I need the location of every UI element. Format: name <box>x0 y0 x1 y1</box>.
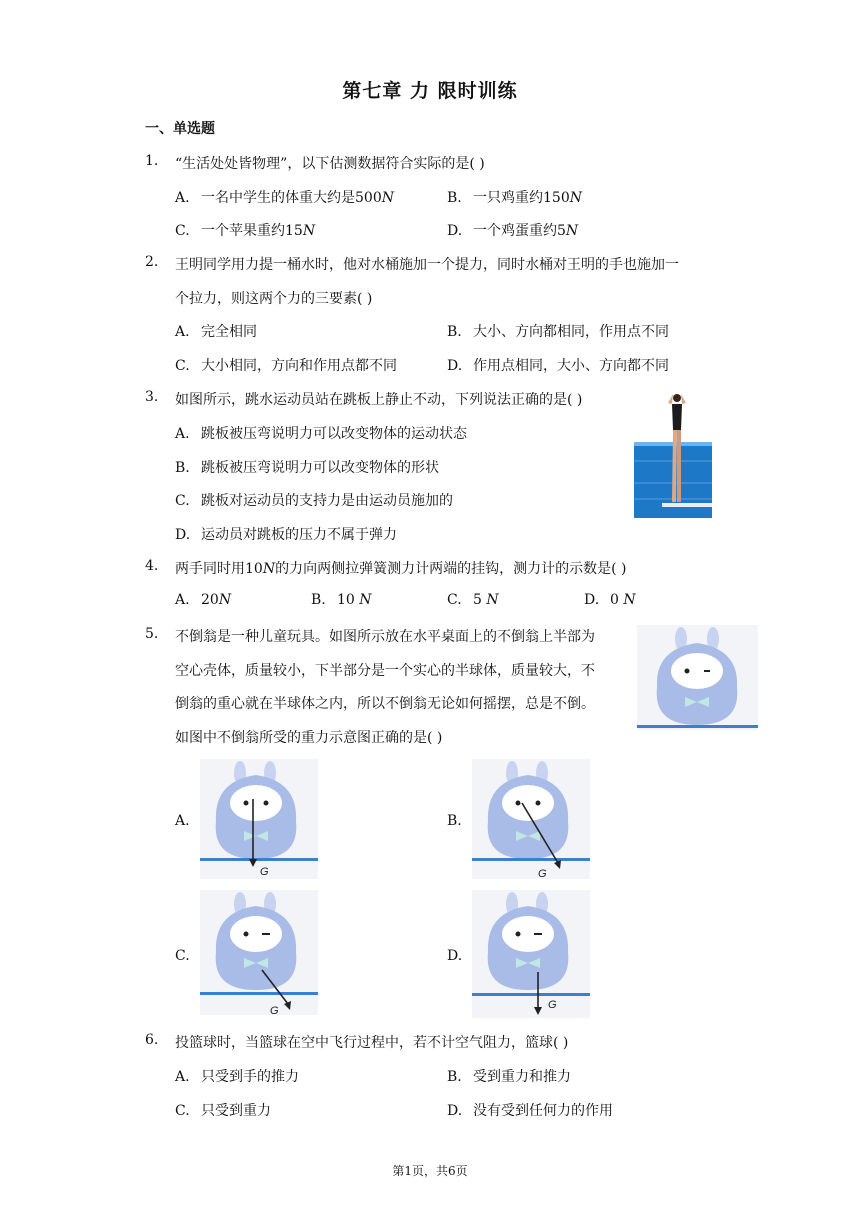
option-label: C. <box>175 493 190 509</box>
option-text: 完全相同 <box>201 324 257 340</box>
option-label: B. <box>447 1069 462 1085</box>
q5-option-c-figure <box>200 890 318 1015</box>
option-a-arrow-label: G <box>260 866 269 878</box>
option-label: C. <box>175 223 190 239</box>
question-5-text-line4: 如图中不倒翁所受的重力示意图正确的是( ) <box>175 730 443 746</box>
option-label: B. <box>447 324 462 340</box>
option-label: D. <box>584 592 600 608</box>
option-text: 跳板对运动员的支持力是由运动员施加的 <box>201 493 453 509</box>
q6-option-b[interactable] <box>447 1066 571 1086</box>
option-label: B. <box>447 813 462 829</box>
option-b-arrow-label: G <box>538 868 547 879</box>
question-2-number: 2. <box>145 254 159 270</box>
question-4-number: 4. <box>145 558 159 574</box>
q5-option-c[interactable] <box>175 948 190 964</box>
option-label: C. <box>175 948 190 964</box>
option-label: B. <box>175 460 190 476</box>
option-label: A. <box>175 592 190 608</box>
question-3-text: 如图所示，跳水运动员站在跳板上静止不动，下列说法正确的是( ) <box>175 392 583 408</box>
q2-option-c[interactable] <box>175 355 397 375</box>
option-text: 一名中学生的体重大约是500𝑁 <box>201 190 394 206</box>
question-6-number: 6. <box>145 1032 159 1048</box>
q3-option-c[interactable] <box>175 490 453 510</box>
option-text: 跳板被压弯说明力可以改变物体的运动状态 <box>201 426 467 442</box>
q2-option-d[interactable] <box>447 355 669 375</box>
question-1-number: 1. <box>145 153 159 169</box>
q4-option-c[interactable] <box>447 592 499 608</box>
q2-option-a[interactable] <box>175 321 257 341</box>
option-text: 跳板被压弯说明力可以改变物体的形状 <box>201 460 439 476</box>
q3-option-a[interactable] <box>175 423 467 443</box>
tumbler-image <box>637 625 758 730</box>
q2-option-b[interactable] <box>447 321 669 341</box>
q1-option-c[interactable] <box>175 220 315 240</box>
q5-option-d-figure <box>472 890 590 1018</box>
page-footer: 第1页，共6页 <box>392 1164 468 1178</box>
option-label: A. <box>175 1069 190 1085</box>
option-text: 没有受到任何力的作用 <box>473 1103 613 1119</box>
question-3-number: 3. <box>145 389 159 405</box>
q5-option-a[interactable] <box>175 813 190 829</box>
option-label: A. <box>175 190 190 206</box>
option-text: 5 𝑁 <box>473 592 499 608</box>
question-2-text-line1: 王明同学用力提一桶水时，他对水桶施加一个提力，同时水桶对王明的手也施加一 <box>175 257 679 273</box>
q3-option-b[interactable] <box>175 457 439 477</box>
q1-option-d[interactable] <box>447 220 578 240</box>
option-label: A. <box>175 813 190 829</box>
option-label: D. <box>447 358 463 374</box>
q1-option-a[interactable] <box>175 187 394 207</box>
option-label: C. <box>175 1103 190 1119</box>
option-text: 只受到重力 <box>201 1103 271 1119</box>
option-d-arrow-label: G <box>548 999 557 1011</box>
question-4-text: 两手同时用10𝑁的力向两侧拉弹簧测力计两端的挂钩，测力计的示数是( ) <box>175 561 627 577</box>
option-text: 0 𝑁 <box>610 592 636 608</box>
question-5-text-line1: 不倒翁是一种儿童玩具。如图所示放在水平桌面上的不倒翁上半部为 <box>175 629 595 645</box>
q3-option-d[interactable] <box>175 524 397 544</box>
option-text: 大小相同，方向和作用点都不同 <box>201 358 397 374</box>
q4-option-a[interactable] <box>175 592 231 608</box>
option-text: 大小、方向都相同，作用点不同 <box>473 324 669 340</box>
section-heading: 一、单选题 <box>145 121 215 137</box>
question-5-text-line3: 倒翁的重心就在半球体之内，所以不倒翁无论如何摇摆，总是不倒。 <box>175 696 595 712</box>
option-label: B. <box>311 592 326 608</box>
option-text: 10 𝑁 <box>337 592 372 608</box>
page-title: 第七章 力 限时训练 <box>342 80 518 102</box>
q5-option-d[interactable] <box>447 948 462 964</box>
option-text: 一个苹果重约15𝑁 <box>201 223 316 239</box>
q5-option-a-figure <box>200 759 318 879</box>
option-label: D. <box>175 527 191 543</box>
q6-option-a[interactable] <box>175 1066 299 1086</box>
option-text: 只受到手的推力 <box>201 1069 299 1085</box>
q6-option-d[interactable] <box>447 1100 613 1120</box>
option-text: 作用点相同，大小、方向都不同 <box>473 358 669 374</box>
option-label: D. <box>447 223 463 239</box>
option-label: A. <box>175 324 190 340</box>
option-text: 受到重力和推力 <box>473 1069 571 1085</box>
option-label: B. <box>447 190 462 206</box>
q5-option-b[interactable] <box>447 813 462 829</box>
option-c-arrow-label: G <box>270 1005 279 1015</box>
question-1-text: “生活处处皆物理”，以下估测数据符合实际的是( ) <box>175 156 485 172</box>
q4-option-d[interactable] <box>584 592 636 608</box>
option-label: D. <box>447 1103 463 1119</box>
diver-image <box>634 390 712 518</box>
option-text: 一只鸡重约150𝑁 <box>473 190 582 206</box>
q6-option-c[interactable] <box>175 1100 271 1120</box>
question-6-text: 投篮球时，当篮球在空中飞行过程中，若不计空气阻力，篮球( ) <box>175 1035 569 1051</box>
option-label: C. <box>175 358 190 374</box>
q4-option-b[interactable] <box>311 592 372 608</box>
option-label: A. <box>175 426 190 442</box>
option-text: 运动员对跳板的压力不属于弹力 <box>201 527 397 543</box>
option-label: C. <box>447 592 462 608</box>
option-text: 一个鸡蛋重约5𝑁 <box>473 223 579 239</box>
question-2-text-line2: 个拉力，则这两个力的三要素( ) <box>175 291 373 307</box>
option-text: 20𝑁 <box>201 592 232 608</box>
q1-option-b[interactable] <box>447 187 582 207</box>
question-5-text-line2: 空心壳体，质量较小，下半部分是一个实心的半球体，质量较大，不 <box>175 663 595 679</box>
option-label: D. <box>447 948 463 964</box>
q5-option-b-figure <box>472 759 590 879</box>
question-5-number: 5. <box>145 626 159 642</box>
